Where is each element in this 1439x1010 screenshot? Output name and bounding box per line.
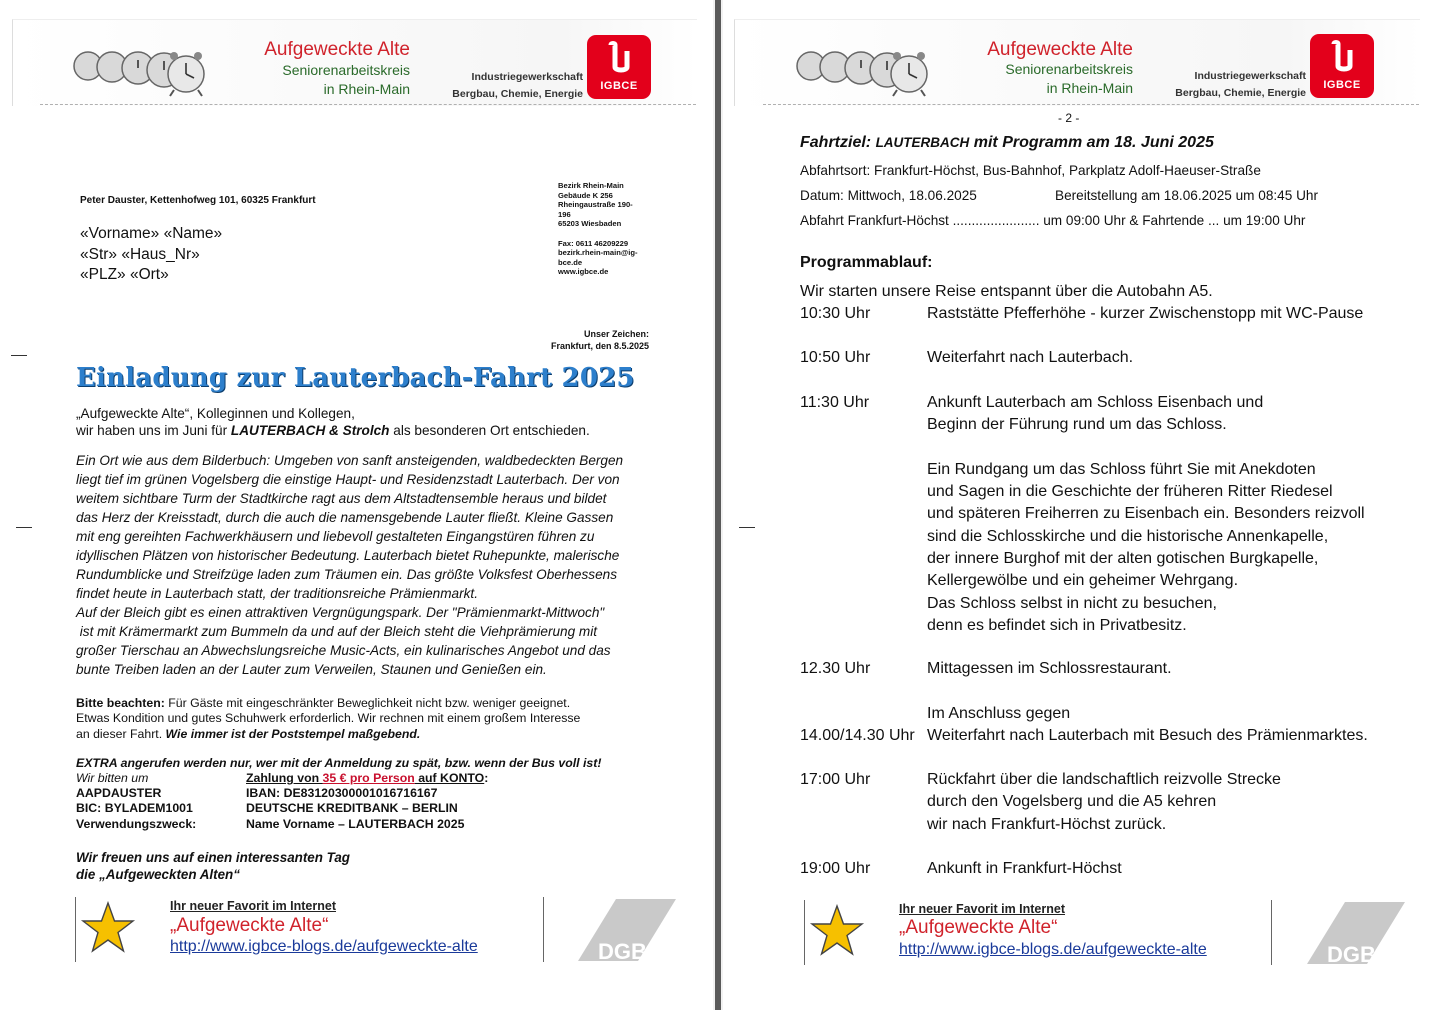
blog-link[interactable]: http://www.igbce-blogs.de/aufgeweckte-alte [899,941,1207,958]
dgb-logo [1307,900,1407,966]
footer-heading: Ihr neuer Favorit im Internet [170,899,337,913]
page-gutter [713,0,723,1010]
fold-marker [16,527,32,528]
provision-time: Bereitstellung am 18.06.2025 um 08:45 Uhr [1055,188,1318,203]
intro-line: wir haben uns im Juni für LAUTERBACH & Strolch als besonderen Ort entschieden. [76,423,590,438]
org-subtitle-1: Seniorenarbeitskreis [282,62,410,78]
trip-date: Datum: Mittwoch, 18.06.2025 [800,188,977,203]
blog-link[interactable]: http://www.igbce-blogs.de/aufgeweckte-alte [170,938,478,955]
departure-times: Abfahrt Frankfurt-Höchst ....................... um 09:00 Uhr & Fahrtende ... um 19:00 Uhr [800,213,1306,228]
union-line-2: Bergbau, Chemie, Energie [452,88,583,100]
org-title: Aufgeweckte Alte [264,39,410,60]
footer-blog-name: „Aufgeweckte Alte“ [170,915,329,936]
program-item: 11:30 Uhr Ankunft Lauterbach am Schloss Eisenbach und Beginn der Führung rund um das Schloss. Ein Rundgang um das Schloss führt Sie mit Anekdoten und Sagen in die Geschichte der früheren Ritter Riedesel und späteren Freiherren zu Eisenbach ein. Besonders reizvoll sind die Schlosskirche und die historische Annenkapelle, der innere Burghof mit der alten gotischen Burgkapelle, Kellergewölbe und ein geheimer Wehrgang. Das Schloss selbst in nicht zu besuchen, denn es befindet sich in Privatbesitz. [800,394,1365,634]
sender-line: Peter Dauster, Kettenhofweg 101, 60325 Frankfurt [80,195,316,206]
bank-row: BIC: BYLADEM1001 DEUTSCHE KREDITBANK – BERLIN [76,801,458,816]
departure-info: Abfahrtsort: Frankfurt-Höchst, Bus-Bahnhof, Parkplatz Adolf-Haeuser-Straße [800,163,1261,178]
greeting: „Aufgeweckte Alte“, Kolleginnen und Kollegen, [76,406,355,421]
recipient-address: «Vorname» «Name» «Str» «Haus_Nr» «PLZ» «Ort» [80,225,223,283]
closing: Wir freuen uns auf einen interessanten Tag die „Aufgeweckten Alten“ [76,850,350,882]
org-subtitle-2: in Rhein-Main [1046,80,1133,96]
union-line-2: Bergbau, Chemie, Energie [1175,87,1306,99]
footer-blog-name: „Aufgeweckte Alte“ [899,917,1058,938]
star-icon [80,901,136,955]
program-item: 17:00 Uhr Rückfahrt über die landschaftlich reizvolle Strecke durch den Vogelsberg und die A5 kehren wir nach Frankfurt-Höchst zurück. [800,771,1281,833]
program-section-title: Programmablauf: [800,254,933,271]
fold-marker [739,527,755,528]
union-line-1: Industriegewerkschaft [1194,70,1306,82]
union-line-1: Industriegewerkschaft [471,71,583,83]
svg-text:DGB: DGB [598,939,647,963]
payment-amount-line: Zahlung von 35 € pro Person auf KONTO: [246,771,489,785]
bezirk-address-block: Bezirk Rhein-Main Gebäude K 256 Rheingaustraße 190- 196 65203 Wiesbaden Fax: 0611 46209229 bezirk.rhein-main@ig- bce.de www.igbce.de [558,181,638,277]
page-number: - 2 - [1058,111,1080,125]
dgb-logo [578,897,678,963]
alarm-clock-icon [791,36,933,106]
letter-page-1 [0,0,713,1010]
svg-text:DGB: DGB [1327,942,1376,966]
igbce-logo: IGBCE [587,35,651,99]
org-subtitle-2: in Rhein-Main [323,81,410,97]
star-icon [809,904,865,958]
extra-notice: EXTRA angerufen werden nur, wer mit der Anmeldung zu spät, bzw. wenn der Bus voll ist! [76,756,602,770]
trip-heading: Fahrtziel: LAUTERBACH mit Programm am 18. Juni 2025 [800,134,1214,151]
reference-block: Unser Zeichen: Frankfurt, den 8.5.2025 [550,329,649,351]
alarm-clock-icon [68,36,210,106]
footer-heading: Ihr neuer Favorit im Internet [899,902,1066,916]
lauterbach-description: Ein Ort wie aus dem Bilderbuch: Umgeben von sanft ansteigenden, waldbedeckten Bergen liegt tief im grünen Vogelsberg die einstige Haupt- und Residenzstadt Lauterbach. Der von weitem sichtbare Turm der Stadtkirche ragt aus dem Altstadtensemble heraus und bildet das Herz der Kreisstadt, durch die auch die namensgebende Lauter fließt. Kleine Gassen mit eng gereihten Fachwerkhäusern und liebevoll gestalteten Eingangstüren führen zu idyllischen Plätzen von historischer Bedeutung. Lauterbach bietet Ruhepunkte, malerische Rundumblicke und Streifzüge laden zum Träumen ein. Das größte Volksfest Oberhessens findet heute in Lauterbach statt, der traditionsreiche Prämienmarkt. Auf der Bleich gibt es einen attraktiven Vergnügungspark. Der "Prämienmarkt-Mittwoch" ist mit Krämermarkt zum Bummeln da und auf der Bleich steht die Viehprämierung mit großer Tierschau an Abwechslungsreiche Music-Acts, ein kulinarisches Angebot und das bunte Treiben laden an der Lauter zum Verweilen, Staunen und Genießen ein. [76,453,624,677]
letter-page-2: Aufgeweckte Alte Seniorenarbeitskreis in Rhein-Main Industriegewerkschaft Bergbau, Chemie, Energie IGBCE - 2 - Fahrtziel: LAUTERBACH mit Programm am 18. Juni 2025 Abfahrtsort: Frankfurt-Höchst, Bus-Bahnhof, Parkplatz Adolf-Haeuser-Straße Datum: Mittwoch, 18.06.2025 Bereitstellung am 18.06.2025 um 08:45 Uhr Abfahrt Frankfurt-Höchst ....................... um 09:00 Uhr & Fahrtende ... um 19:00 Uhr Programmablauf: Wir starten unsere Reise entspannt über die Autobahn A5. 10:30 Uhr Raststätte Pfefferhöhe - kurzer Zwischenstopp mit WC-Pause 10:50 Uhr Weiterfahrt nach Lauterbach. 11:30 Uhr Ankunft Lauterbach am Schloss Eisenbach und Beginn der Führung rund um das Schloss. Ein Rundgang um das Schloss führt Sie mit Anekdoten und Sagen in die Geschichte der früheren Ritter Riedesel und späteren Freiherren zu Eisenbach ein. Besonders reizvoll sind die Schlosskirche und die historische Annenkapelle, der innere Burghof mit der alten gotischen Burgkapelle, Kellergewölbe und ein geheimer Wehrgang. Das Schloss selbst in nicht zu besuchen, denn es befindet sich in Privatbesitz. 12.30 Uhr Mittagessen im Schlossrestaurant. Im Anschluss gegen 14.00/14.30 Uhr Weiterfahrt nach Lauterbach mit Besuch des Prämienmarktes. 17:00 Uhr Rückfahrt über die landschaftlich reizvolle Strecke durch den Vogelsberg und die A5 kehren wir nach Frankfurt-Höchst zurück. 19:00 Uhr Ankunft in Frankfurt-Höchst Ihr neuer Favorit im Internet „Aufgeweckte Alte“ http://www.igbce-blogs.de/aufgeweckte-alte DGB [723,0,1439,1010]
invitation-title: Einladung zur Lauterbach-Fahrt 2025 [76,363,635,393]
org-title: Aufgeweckte Alte [987,39,1133,60]
bank-row: Verwendungszweck: Name Vorname – LAUTERBACH 2025 [76,816,465,831]
bank-details [76,786,465,832]
bank-row: AAPDAUSTER IBAN: DE83120300001016716167 [76,786,438,800]
org-subtitle-1: Seniorenarbeitskreis [1005,61,1133,77]
fold-marker [11,355,27,356]
notice-block: Bitte beachten: Für Gäste mit eingeschränkter Beweglichkeit nicht bzw. weniger geeignet. Etwas Kondition und gutes Schuhwerk erforderlich. Wir rechnen mit einem großem Interesse an dieser Fahrt. Wie immer ist der Poststempel maßgebend. [76,696,581,741]
payment-intro: Wir bitten um [76,771,149,785]
igbce-logo: IGBCE [1310,34,1374,98]
